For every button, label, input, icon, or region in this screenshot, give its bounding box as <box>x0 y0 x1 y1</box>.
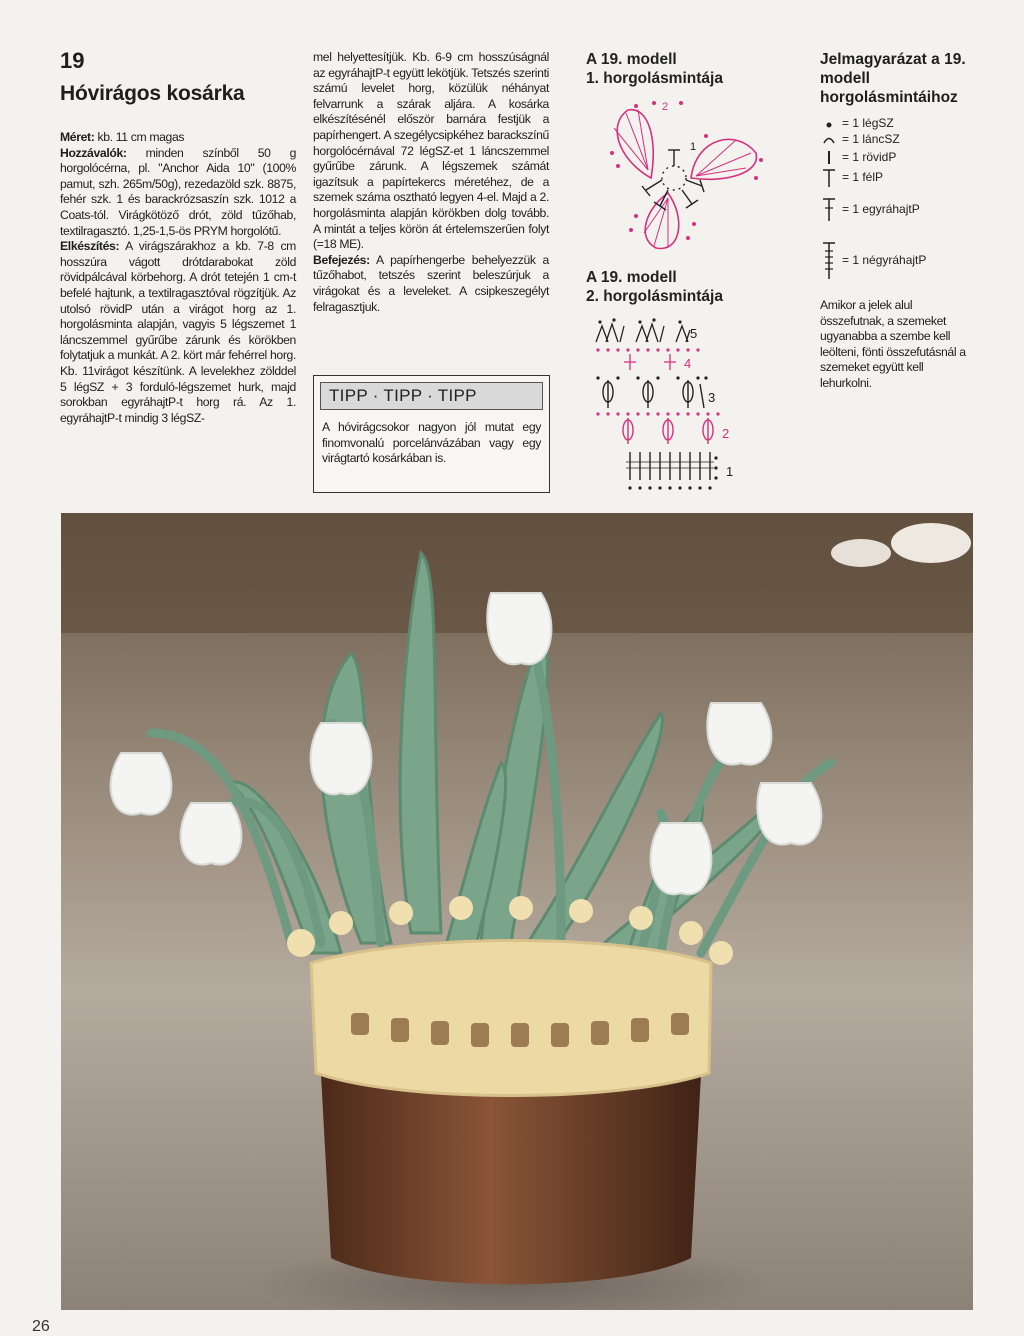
flower-diagram <box>596 98 776 258</box>
size-text: kb. 11 cm magas <box>94 130 185 144</box>
dot-icon <box>820 116 838 130</box>
size-label: Méret: <box>60 130 95 144</box>
legend-title: Jelmagyarázat a 19. modell horgolásmintáihoz <box>820 51 966 106</box>
legend-item-chain: = 1 légSZ <box>820 116 894 130</box>
finishing-text: A papírhengerbe behelyezzük a tűzőhabot, tetszés szerint beleszúrjuk a virágokat és a leveleket. A csipkeszegélyt felragasztjuk. <box>313 252 549 314</box>
legend-item-slip: = 1 láncSZ <box>820 132 900 146</box>
pattern-title: Hóvirágos kosárka <box>60 82 245 105</box>
legend-item-quad: = 1 négyráhajtP <box>820 240 926 280</box>
round-label-2: 2 <box>662 101 669 113</box>
row-label-1: 1 <box>726 464 734 479</box>
materials-label: Hozzávalók: <box>60 145 127 160</box>
instructions-text: A virágszárakhoz a kb. 7-8 cm hosszúra vágott drótdarabokat zöld rövidpálcával körbehorg. A drót tetején 1 cm-t befelé hajtunk, a textilragasztóval rögzítjük. Az utolsó rövidP után a virágot horg az 1. horgolásminta alapján, vagyis 5 légszemet 1 láncszemmel gyűrűbe zárunk és körökben folytatjuk a munkát. A 2. kört már fehérrel horg. Kb. 11virágot készítünk. A levelekhez zölddel 5 légSZ + 3 forduló-légszemet hurk, majd sorokban egyráhajtP-t horg rá. Az 1. egyráhajtP-t mindig 3 légSZ- <box>60 239 296 425</box>
legend-note: Amikor a jelek alul összefutnak, a szemeket ugyanabba a szembe kell leölteni, fönti összefutásnál a szemeket együtt kell lehurkolni. <box>820 298 966 390</box>
petal-upper-right <box>691 139 756 179</box>
legend-item-half: = 1 félP <box>820 166 883 188</box>
snowdrop-basket-photo <box>61 513 973 1310</box>
diagram-2-title-line2: 2. horgolásmintája <box>586 288 723 305</box>
diagram-1-title <box>586 50 786 88</box>
round-label-1: 1 <box>690 141 697 153</box>
finishing-label: Befejezés: <box>313 252 370 267</box>
instructions-continued: mel helyettesítjük. Kb. 6-9 cm hosszúságnál az egyráhajtP-t együtt lekötjük. Tetszés szerinti számú levelet horg, közülük néhányat felvarrunk a szárak aljára. A kosárka elkészítésénél először barnára festjük a papírhengert. A szegélycsipkéhez barackszínű horgolócérnával 72 légSZ-et 1 láncszemmel gyűrűbe zárunk. A légszemek számát igazítsuk a papírtekercs méretéhez, de a szemek száma osztható legyen 4-el. Majd a 2. horgolásminta alapján körökben dolg tovább. A mintát a teljes körön át értelemszerűen folyt (=18 ME). <box>313 50 549 252</box>
row-label-3: 3 <box>708 390 716 405</box>
tip-text: A hóvirágcsokor nagyon jól mutat egy finomvonalú porcelánvázában vagy egy virágtartó kosárkában is. <box>322 420 541 466</box>
legend-item-double: = 1 egyráhajtP <box>820 196 920 222</box>
legend-item-single: = 1 rövidP <box>820 149 896 165</box>
quad-t-icon <box>820 240 838 280</box>
page-number: 26 <box>32 1318 50 1335</box>
article-column-1 <box>60 48 296 426</box>
pattern-number: 19 <box>60 48 85 73</box>
tip-box <box>313 375 550 493</box>
legend-title-block <box>820 50 1000 107</box>
t-icon <box>820 166 838 188</box>
materials-text: minden színből 50 g horgolócérna, pl. "Anchor Aida 10" (100% pamut, szh. 265m/50g), rezedazöld szk. 8875, fehér szk. 1 és barackrózsaszín szk. 1012 a Coats-tól. Virágkötöző drót, zöld tűzőhab, textilragasztó. 1,25-1,5-ös PRYM horgolótű. <box>60 145 296 238</box>
diagram-1-title-line2: 1. horgolásmintája <box>586 70 723 87</box>
article-text-2 <box>313 50 549 315</box>
edging-diagram <box>590 312 750 492</box>
diagram-2-title-line1: A 19. modell <box>586 269 677 286</box>
photo-illustration <box>61 513 973 1310</box>
instructions-label: Elkészítés: <box>60 239 120 254</box>
diagram-1-title-line1: A 19. modell <box>586 51 677 68</box>
article-text-1 <box>60 130 296 426</box>
diagram-2-title <box>586 268 786 306</box>
row-label-2: 2 <box>722 426 730 441</box>
cross-t-icon <box>820 196 838 222</box>
row-label-4: 4 <box>684 356 692 371</box>
tip-heading: TIPP · TIPP · TIPP <box>320 382 543 410</box>
article-column-2 <box>313 50 549 315</box>
bar-icon <box>820 149 838 165</box>
row-label-5: 5 <box>690 326 698 341</box>
arc-icon <box>820 132 838 146</box>
